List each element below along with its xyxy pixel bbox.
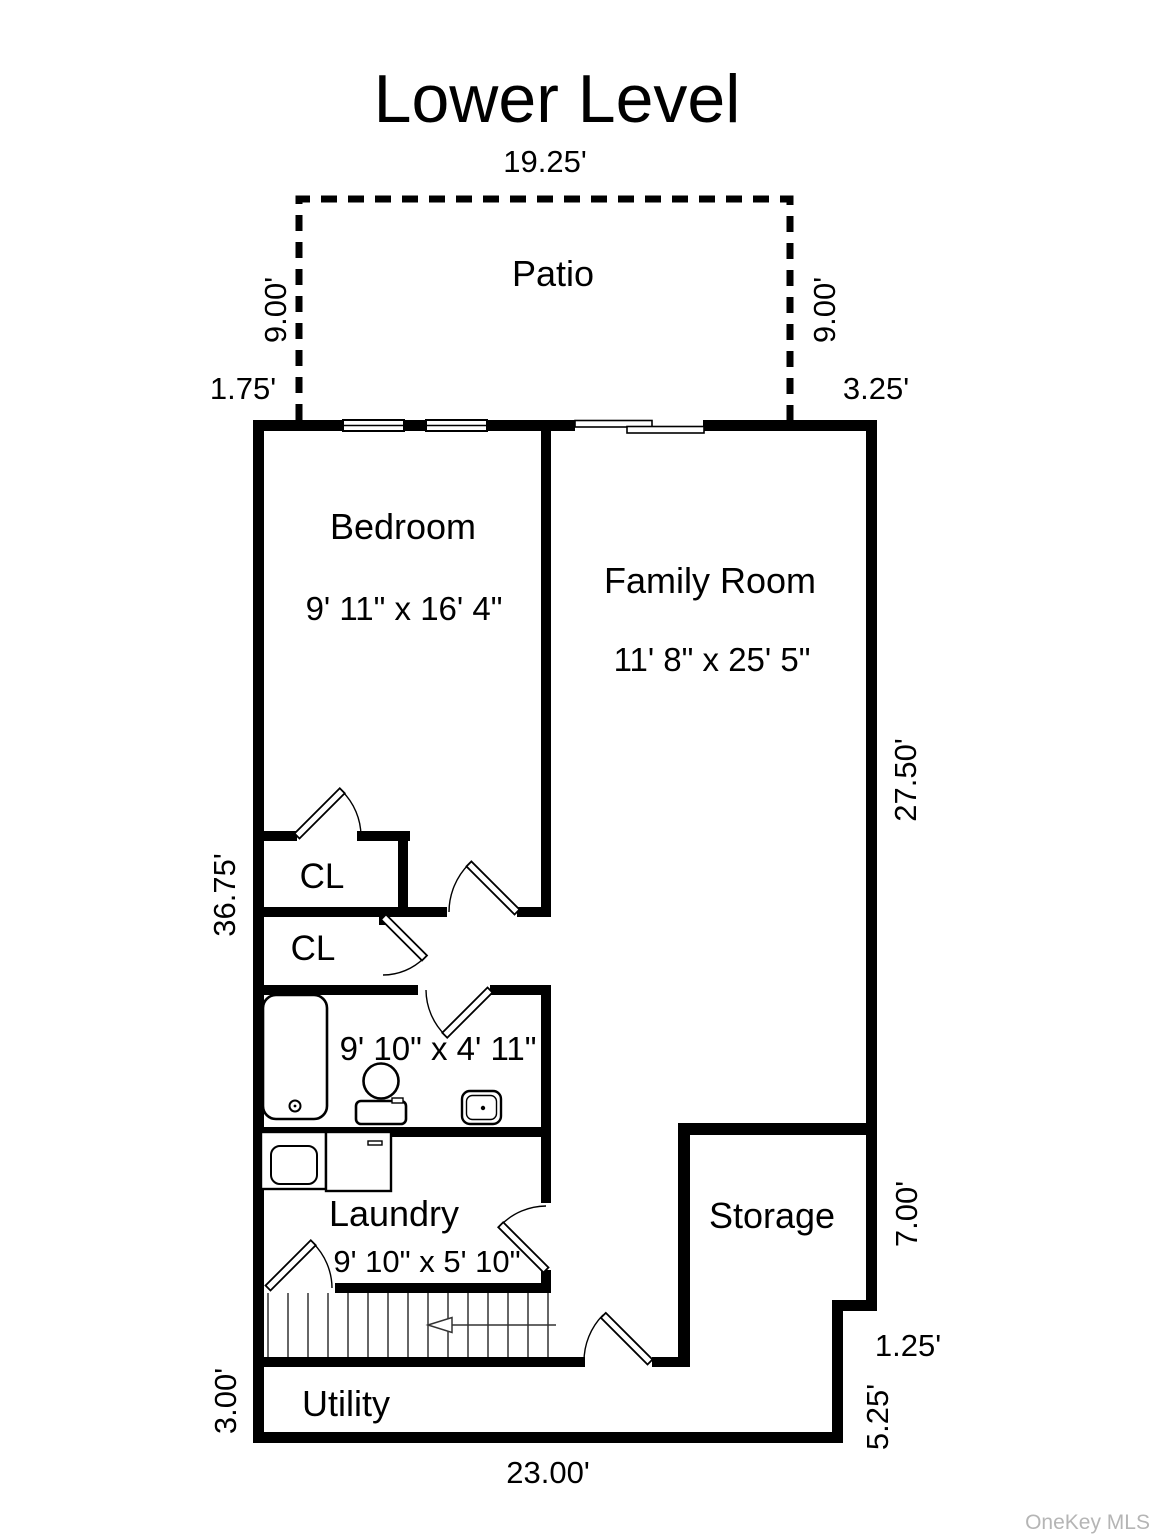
bathtub — [263, 995, 327, 1119]
patio-label: Patio — [511, 253, 595, 294]
closet2-label: CL — [290, 929, 336, 968]
watermark: OneKey MLS — [1025, 1511, 1150, 1534]
door-utility — [584, 1313, 652, 1365]
patio-right-depth-dim: 9.00' — [807, 276, 842, 344]
utility-label: Utility — [302, 1383, 390, 1424]
patio-left-offset-dim: 1.75' — [209, 371, 277, 406]
wall-bedroom-south-1 — [264, 831, 297, 841]
family-room-label: Family Room — [603, 560, 817, 601]
wall-storage-top — [690, 1123, 866, 1135]
wall-bedroom-family-divider — [541, 431, 551, 917]
sink — [462, 1091, 501, 1124]
sliding-door — [575, 421, 704, 434]
patio-width-dim: 19.25' — [503, 144, 587, 179]
wall-right-lower — [832, 1300, 843, 1443]
wall-storage-left — [678, 1123, 690, 1367]
wall-top-2 — [404, 420, 426, 431]
laundry-label: Laundry — [328, 1193, 460, 1234]
wall-bath-top-1 — [264, 985, 418, 995]
dim-bottom-width: 23.00' — [506, 1455, 590, 1490]
bedroom-dims: 9' 11" x 16' 4" — [305, 590, 503, 627]
window-2 — [426, 420, 487, 431]
bedroom-label: Bedroom — [329, 506, 477, 547]
window-1 — [343, 420, 404, 431]
door-closet2 — [381, 915, 427, 975]
dim-left-height: 36.75' — [207, 853, 242, 937]
wall-top-1 — [253, 420, 343, 431]
bathroom-dims: 9' 10" x 4' 11" — [339, 1030, 537, 1067]
dim-storage-height: 7.00' — [889, 1180, 924, 1248]
storage-label: Storage — [708, 1195, 836, 1236]
laundry-dims: 9' 10" x 5' 10" — [333, 1244, 521, 1279]
dim-step-width: 1.25' — [874, 1328, 942, 1363]
wall-top-4 — [703, 420, 877, 431]
dryer — [326, 1132, 391, 1191]
patio-left-depth-dim: 9.00' — [258, 276, 293, 344]
wall-left — [253, 420, 264, 1443]
door-bedroom — [295, 788, 361, 838]
wall-stairs-bottom-1 — [264, 1357, 585, 1367]
door-laundry-west — [266, 1240, 332, 1290]
wall-bottom — [253, 1432, 843, 1443]
dim-utility-height: 3.00' — [208, 1367, 243, 1435]
wall-right-upper — [866, 420, 877, 1311]
stairs-direction-arrow — [428, 1318, 556, 1333]
wall-hall-1 — [264, 907, 447, 917]
dim-step-height: 5.25' — [860, 1383, 895, 1451]
washer — [261, 1132, 326, 1189]
wall-closet1-right — [398, 831, 408, 917]
family-room-dims: 11' 8" x 25' 5" — [613, 641, 811, 678]
door-bedroom-alcove — [449, 861, 519, 914]
patio-right-offset-dim: 3.25' — [842, 371, 910, 406]
page-title: Lower Level — [373, 61, 741, 137]
wall-laundry-bottom — [335, 1283, 551, 1293]
patio-dashed-outline — [299, 199, 790, 420]
wall-bath-laundry-right — [541, 985, 551, 1203]
wall-hall-2 — [517, 907, 551, 917]
wall-top-3 — [487, 420, 575, 431]
toilet — [356, 1064, 406, 1125]
closet1-label: CL — [299, 857, 345, 896]
dim-right-height: 27.50' — [888, 738, 923, 822]
